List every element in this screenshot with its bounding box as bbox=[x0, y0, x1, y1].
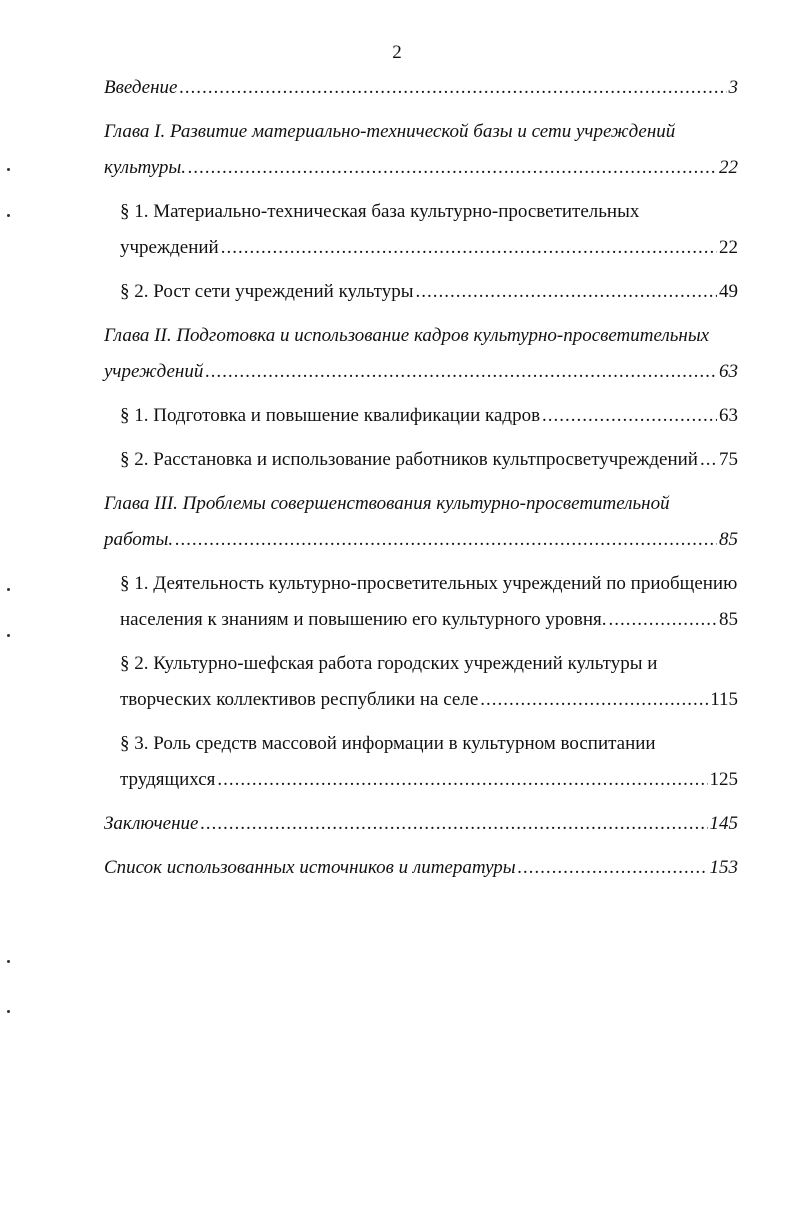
toc-entry-title: населения к знаниям и повышению его культурного уровня. bbox=[120, 609, 607, 630]
margin-mark bbox=[7, 168, 10, 171]
toc-chapter-2[interactable] bbox=[104, 354, 738, 390]
toc-page-number: 145 bbox=[709, 813, 738, 834]
toc-entry-title: § 1. Подготовка и повышение квалификации кадров bbox=[120, 405, 541, 426]
toc-leader-dots bbox=[175, 522, 717, 558]
margin-mark bbox=[7, 960, 10, 963]
toc-section-3-2[interactable] bbox=[104, 682, 738, 718]
toc-chapter-1[interactable] bbox=[104, 150, 738, 186]
toc-section-3-1-title[interactable]: § 1. Деятельность культурно-просветительных учреждений по приобщению bbox=[120, 573, 738, 594]
toc-entry-title: учреждений bbox=[104, 361, 204, 382]
toc-entry-title: Введение bbox=[104, 77, 178, 98]
toc-section-1-2[interactable] bbox=[104, 274, 738, 310]
toc-entry-title: Список использованных источников и литературы bbox=[104, 857, 516, 878]
toc-leader-dots bbox=[221, 230, 717, 266]
toc-leader-dots bbox=[188, 150, 717, 186]
toc-page-number: 22 bbox=[719, 157, 738, 178]
margin-mark bbox=[7, 588, 10, 591]
toc-page-number: 153 bbox=[709, 857, 738, 878]
toc-page-number: 85 bbox=[719, 609, 738, 630]
toc-entry-title: творческих коллективов республики на селе bbox=[120, 689, 479, 710]
toc-page-number: 115 bbox=[710, 689, 738, 710]
toc-chapter-2-title[interactable]: Глава II. Подготовка и использование кадров культурно-просветительных bbox=[104, 325, 710, 346]
toc-chapter-1-title[interactable]: Глава I. Развитие материально-технической базы и сети учреждений bbox=[104, 121, 676, 142]
toc-chapter-3[interactable] bbox=[104, 522, 738, 558]
toc-leader-dots bbox=[179, 70, 726, 106]
toc-entry-title: Заключение bbox=[104, 813, 199, 834]
toc-section-1-1-title[interactable]: § 1. Материально-техническая база культурно-просветительных bbox=[120, 201, 640, 222]
toc-entry-conclusion[interactable] bbox=[104, 806, 738, 842]
toc-entry-title: § 2. Рост сети учреждений культуры bbox=[120, 281, 414, 302]
toc-chapter-3-title[interactable]: Глава III. Проблемы совершенствования культурно-просветительной bbox=[104, 493, 670, 514]
toc-entry-title: § 2. Расстановка и использование работников культпросветучреждений bbox=[120, 449, 698, 470]
toc-leader-dots bbox=[200, 806, 707, 842]
toc-page-number: 63 bbox=[719, 405, 738, 426]
toc-leader-dots bbox=[700, 442, 717, 478]
toc-section-3-3-title[interactable]: § 3. Роль средств массовой информации в культурном воспитании bbox=[120, 733, 656, 754]
toc-page-number: 22 bbox=[719, 237, 738, 258]
toc-page-number: 3 bbox=[728, 77, 738, 98]
toc-entry-title: культуры. bbox=[104, 157, 187, 178]
toc-section-3-3[interactable] bbox=[104, 762, 738, 798]
toc-page-number: 63 bbox=[719, 361, 738, 382]
toc-leader-dots bbox=[205, 354, 717, 390]
toc-leader-dots bbox=[480, 682, 708, 718]
toc-entry-title: трудящихся bbox=[120, 769, 216, 790]
toc-entry-sources[interactable] bbox=[104, 850, 738, 886]
toc-page-number: 85 bbox=[719, 529, 738, 550]
toc-section-3-1[interactable] bbox=[104, 602, 738, 638]
toc-section-3-2-title[interactable]: § 2. Культурно-шефская работа городских учреждений культуры и bbox=[120, 653, 658, 674]
toc-page-number: 125 bbox=[709, 769, 738, 790]
toc-section-2-1[interactable] bbox=[104, 398, 738, 434]
toc-page-number: 49 bbox=[719, 281, 738, 302]
toc-entry-title: работы. bbox=[104, 529, 174, 550]
toc-section-2-2[interactable] bbox=[104, 442, 738, 478]
toc-entry-title: учреждений bbox=[120, 237, 219, 258]
toc-leader-dots bbox=[415, 274, 717, 310]
toc-section-1-1[interactable] bbox=[104, 230, 738, 266]
toc-leader-dots bbox=[542, 398, 717, 434]
toc-leader-dots bbox=[217, 762, 707, 798]
table-of-contents bbox=[104, 70, 738, 886]
margin-mark bbox=[7, 214, 10, 217]
margin-mark bbox=[7, 1010, 10, 1013]
toc-page-number: 75 bbox=[719, 449, 738, 470]
toc-leader-dots bbox=[609, 602, 717, 638]
margin-mark bbox=[7, 634, 10, 637]
toc-leader-dots bbox=[518, 850, 708, 886]
page-number: 2 bbox=[392, 42, 402, 63]
toc-entry-intro[interactable] bbox=[104, 70, 738, 106]
